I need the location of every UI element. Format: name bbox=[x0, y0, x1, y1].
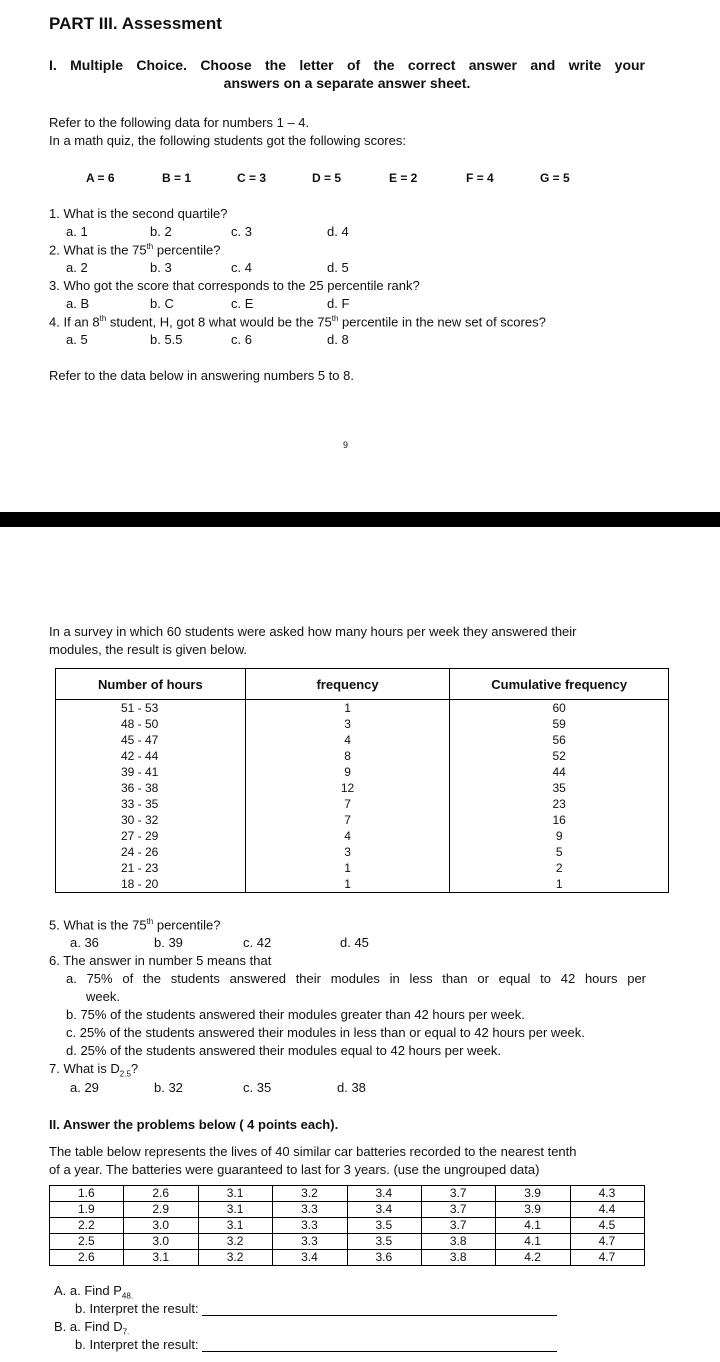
q7-option-b: b. 32 bbox=[154, 1080, 183, 1095]
table-cell: 3.4 bbox=[347, 1186, 421, 1202]
task-b-interpret-label: b. Interpret the result: bbox=[75, 1337, 199, 1352]
cumulative-cell: 60 bbox=[450, 700, 669, 717]
question-1: 1. What is the second quartile? bbox=[49, 206, 228, 221]
table-row bbox=[50, 1202, 645, 1218]
q5-option-d: d. 45 bbox=[340, 935, 369, 950]
q5-text: 5. What is the 75 bbox=[49, 917, 147, 933]
table-row bbox=[50, 1218, 645, 1234]
q4-text-2: student, H, got 8 what would be the 75 bbox=[106, 314, 332, 330]
cumulative-cell: 52 bbox=[450, 748, 669, 764]
q4-option-c: c. 6 bbox=[231, 332, 252, 347]
q4-option-b: b. 5.5 bbox=[150, 332, 183, 347]
task-b-text: B. a. Find D bbox=[54, 1319, 123, 1334]
table-cell: 3.1 bbox=[198, 1202, 272, 1218]
cumulative-cell: 2 bbox=[450, 860, 669, 876]
score-g: G = 5 bbox=[540, 171, 570, 185]
q2-option-a: a. 2 bbox=[66, 260, 88, 275]
q4-option-a: a. 5 bbox=[66, 332, 88, 347]
table-cell: 4.1 bbox=[496, 1234, 570, 1250]
cumulative-cell: 35 bbox=[450, 780, 669, 796]
table-row bbox=[50, 1186, 645, 1202]
q2-option-b: b. 3 bbox=[150, 260, 172, 275]
q5-sup: th bbox=[146, 917, 154, 926]
table-cell: 1.6 bbox=[50, 1186, 124, 1202]
hours-cell: 33 - 35 bbox=[56, 796, 246, 812]
score-a: A = 6 bbox=[86, 171, 115, 185]
mc-header-line2: answers on a separate answer sheet. bbox=[223, 75, 471, 91]
table-cell: 3.6 bbox=[347, 1250, 421, 1266]
table-cell: 3.7 bbox=[421, 1202, 495, 1218]
part2-title: II. Answer the problems below ( 4 points each). bbox=[49, 1117, 339, 1132]
hours-cell: 51 - 53 bbox=[56, 700, 246, 717]
question-6: 6. The answer in number 5 means that bbox=[49, 953, 272, 968]
q1-option-c: c. 3 bbox=[231, 224, 252, 239]
table-cell: 3.1 bbox=[124, 1250, 198, 1266]
q4-text-3: percentile in the new set of scores? bbox=[338, 314, 546, 330]
q4-sup-2: th bbox=[331, 314, 339, 323]
frequency-cell: 9 bbox=[245, 764, 450, 780]
task-b-sub: 7. bbox=[122, 1327, 130, 1337]
table-cell: 3.2 bbox=[198, 1234, 272, 1250]
table-cell: 4.5 bbox=[570, 1218, 644, 1234]
page-divider bbox=[0, 512, 720, 527]
table-cell: 3.5 bbox=[347, 1234, 421, 1250]
table-cell: 3.3 bbox=[273, 1218, 347, 1234]
q3-option-d: d. F bbox=[327, 296, 350, 311]
header-frequency: frequency bbox=[245, 669, 450, 700]
table-cell: 2.2 bbox=[50, 1218, 124, 1234]
page-number: 9 bbox=[343, 440, 349, 450]
table-row bbox=[56, 764, 669, 780]
refer-line: Refer to the data below in answering numbers 5 to 8. bbox=[49, 368, 354, 383]
table-row bbox=[56, 860, 669, 876]
battery-life-table bbox=[49, 1185, 645, 1266]
frequency-cell: 1 bbox=[245, 876, 450, 893]
task-a-interpret bbox=[75, 1301, 557, 1316]
task-a-text: A. a. Find P bbox=[54, 1283, 122, 1298]
hours-cell: 48 - 50 bbox=[56, 716, 246, 732]
question-2 bbox=[49, 242, 220, 257]
q5-option-c: c. 42 bbox=[243, 935, 272, 950]
table-row bbox=[56, 812, 669, 828]
score-e: E = 2 bbox=[389, 171, 418, 185]
task-a-interpret-label: b. Interpret the result: bbox=[75, 1301, 199, 1316]
q4-sup-1: th bbox=[99, 314, 107, 323]
frequency-cell: 7 bbox=[245, 812, 450, 828]
table-row bbox=[56, 780, 669, 796]
table-cell: 4.4 bbox=[570, 1202, 644, 1218]
table-row bbox=[56, 844, 669, 860]
q7-option-a: a. 29 bbox=[70, 1080, 99, 1095]
q7-text-end: ? bbox=[130, 1061, 139, 1076]
table-cell: 3.9 bbox=[496, 1202, 570, 1218]
question-3: 3. Who got the score that corresponds to the 25 percentile rank? bbox=[49, 278, 420, 293]
q1-option-b: b. 2 bbox=[150, 224, 172, 239]
table-cell: 3.3 bbox=[273, 1234, 347, 1250]
table-row bbox=[50, 1250, 645, 1266]
table-row bbox=[56, 828, 669, 844]
q7-option-c: c. 35 bbox=[243, 1080, 272, 1095]
cumulative-cell: 56 bbox=[450, 732, 669, 748]
table-cell: 2.6 bbox=[124, 1186, 198, 1202]
score-b: B = 1 bbox=[162, 171, 192, 185]
table-cell: 3.7 bbox=[421, 1218, 495, 1234]
table-row bbox=[56, 796, 669, 812]
score-f: F = 4 bbox=[466, 171, 494, 185]
table-cell: 4.7 bbox=[570, 1234, 644, 1250]
page-title: PART III. Assessment bbox=[49, 14, 222, 33]
table-cell: 3.0 bbox=[124, 1234, 198, 1250]
question-4 bbox=[49, 314, 546, 329]
table-cell: 2.6 bbox=[50, 1250, 124, 1266]
table-cell: 3.4 bbox=[273, 1250, 347, 1266]
q2-text: 2. What is the 75 bbox=[49, 242, 147, 258]
survey-line-2: modules, the result is given below. bbox=[49, 642, 247, 657]
frequency-cell: 4 bbox=[245, 732, 450, 748]
header-cumulative: Cumulative frequency bbox=[450, 669, 669, 700]
q6-option-a-line2: week. bbox=[86, 989, 120, 1004]
table-cell: 3.7 bbox=[421, 1186, 495, 1202]
table-cell: 3.1 bbox=[198, 1186, 272, 1202]
q2-option-d: d. 5 bbox=[327, 260, 349, 275]
frequency-cell: 1 bbox=[245, 700, 450, 717]
hours-cell: 36 - 38 bbox=[56, 780, 246, 796]
table-cell: 3.8 bbox=[421, 1234, 495, 1250]
score-d: D = 5 bbox=[312, 171, 342, 185]
survey-line-1: In a survey in which 60 students were asked how many hours per week they answered their bbox=[49, 624, 577, 639]
q6-option-c: c. 25% of the students answered their modules in less than or equal to 42 hours per week. bbox=[66, 1025, 585, 1040]
intro-line-2: In a math quiz, the following students got the following scores: bbox=[49, 133, 406, 148]
q7-sub: 2.5 bbox=[119, 1069, 131, 1079]
table-cell: 3.8 bbox=[421, 1250, 495, 1266]
table-row bbox=[56, 748, 669, 764]
frequency-table bbox=[55, 668, 669, 893]
q6-option-d: d. 25% of the students answered their modules equal to 42 hours per week. bbox=[66, 1043, 502, 1058]
multiple-choice-header bbox=[49, 57, 645, 91]
q5-option-a: a. 36 bbox=[70, 935, 99, 950]
table-row bbox=[56, 700, 669, 717]
hours-cell: 24 - 26 bbox=[56, 844, 246, 860]
q2-text-end: percentile? bbox=[153, 242, 221, 258]
task-b-find bbox=[54, 1319, 129, 1337]
table-cell: 3.0 bbox=[124, 1218, 198, 1234]
table-cell: 3.4 bbox=[347, 1202, 421, 1218]
table-row bbox=[50, 1234, 645, 1250]
header-hours: Number of hours bbox=[56, 669, 246, 700]
table-cell: 4.2 bbox=[496, 1250, 570, 1266]
table-cell: 2.5 bbox=[50, 1234, 124, 1250]
q3-option-b: b. C bbox=[150, 296, 174, 311]
intro-line-1: Refer to the following data for numbers 1 – 4. bbox=[49, 115, 310, 130]
frequency-cell: 12 bbox=[245, 780, 450, 796]
answer-blank-b[interactable] bbox=[202, 1339, 557, 1352]
frequency-cell: 1 bbox=[245, 860, 450, 876]
hours-cell: 18 - 20 bbox=[56, 876, 246, 893]
hours-cell: 27 - 29 bbox=[56, 828, 246, 844]
q7-text: 7. What is D bbox=[49, 1061, 120, 1076]
task-b-interpret bbox=[75, 1337, 557, 1352]
q4-text-1: 4. If an 8 bbox=[49, 314, 100, 330]
part2-line-2: of a year. The batteries were guaranteed to last for 3 years. (use the ungrouped data) bbox=[49, 1162, 540, 1177]
score-c: C = 3 bbox=[237, 171, 267, 185]
table-cell: 3.9 bbox=[496, 1186, 570, 1202]
cumulative-cell: 59 bbox=[450, 716, 669, 732]
q2-sup: th bbox=[146, 242, 154, 251]
q1-option-d: d. 4 bbox=[327, 224, 349, 239]
table-row bbox=[56, 716, 669, 732]
q6-option-a-line1: a. 75% of the students answered their modules in less than or equal to 42 hours per bbox=[66, 971, 646, 986]
table-row bbox=[56, 732, 669, 748]
q1-option-a: a. 1 bbox=[66, 224, 88, 239]
hours-cell: 42 - 44 bbox=[56, 748, 246, 764]
table-cell: 4.3 bbox=[570, 1186, 644, 1202]
hours-cell: 30 - 32 bbox=[56, 812, 246, 828]
cumulative-cell: 23 bbox=[450, 796, 669, 812]
frequency-cell: 3 bbox=[245, 716, 450, 732]
q5-text-end: percentile? bbox=[153, 917, 221, 933]
table-row bbox=[56, 876, 669, 893]
q2-option-c: c. 4 bbox=[231, 260, 252, 275]
hours-cell: 39 - 41 bbox=[56, 764, 246, 780]
task-a-find bbox=[54, 1283, 133, 1301]
table-cell: 4.7 bbox=[570, 1250, 644, 1266]
cumulative-cell: 9 bbox=[450, 828, 669, 844]
table-cell: 3.3 bbox=[273, 1202, 347, 1218]
q3-option-c: c. E bbox=[231, 296, 254, 311]
cumulative-cell: 44 bbox=[450, 764, 669, 780]
table-cell: 3.5 bbox=[347, 1218, 421, 1234]
task-a-sub: 48. bbox=[121, 1291, 134, 1301]
answer-blank-a[interactable] bbox=[202, 1303, 557, 1316]
frequency-cell: 7 bbox=[245, 796, 450, 812]
part2-line-1: The table below represents the lives of 40 similar car batteries recorded to the nearest tenth bbox=[49, 1144, 577, 1159]
frequency-cell: 8 bbox=[245, 748, 450, 764]
question-5 bbox=[49, 917, 220, 932]
table-cell: 4.1 bbox=[496, 1218, 570, 1234]
q6-option-b: b. 75% of the students answered their modules greater than 42 hours per week. bbox=[66, 1007, 525, 1022]
cumulative-cell: 1 bbox=[450, 876, 669, 893]
table-cell: 3.1 bbox=[198, 1218, 272, 1234]
frequency-cell: 4 bbox=[245, 828, 450, 844]
table-cell: 1.9 bbox=[50, 1202, 124, 1218]
hours-cell: 21 - 23 bbox=[56, 860, 246, 876]
question-7 bbox=[49, 1061, 138, 1079]
table-cell: 2.9 bbox=[124, 1202, 198, 1218]
mc-header-line1: I. Multiple Choice. Choose the letter of the correct answer and write your bbox=[49, 57, 645, 73]
q4-option-d: d. 8 bbox=[327, 332, 349, 347]
q7-option-d: d. 38 bbox=[337, 1080, 366, 1095]
table-cell: 3.2 bbox=[273, 1186, 347, 1202]
table-cell: 3.2 bbox=[198, 1250, 272, 1266]
cumulative-cell: 5 bbox=[450, 844, 669, 860]
frequency-cell: 3 bbox=[245, 844, 450, 860]
q5-option-b: b. 39 bbox=[154, 935, 183, 950]
hours-cell: 45 - 47 bbox=[56, 732, 246, 748]
q3-option-a: a. B bbox=[66, 296, 90, 311]
cumulative-cell: 16 bbox=[450, 812, 669, 828]
